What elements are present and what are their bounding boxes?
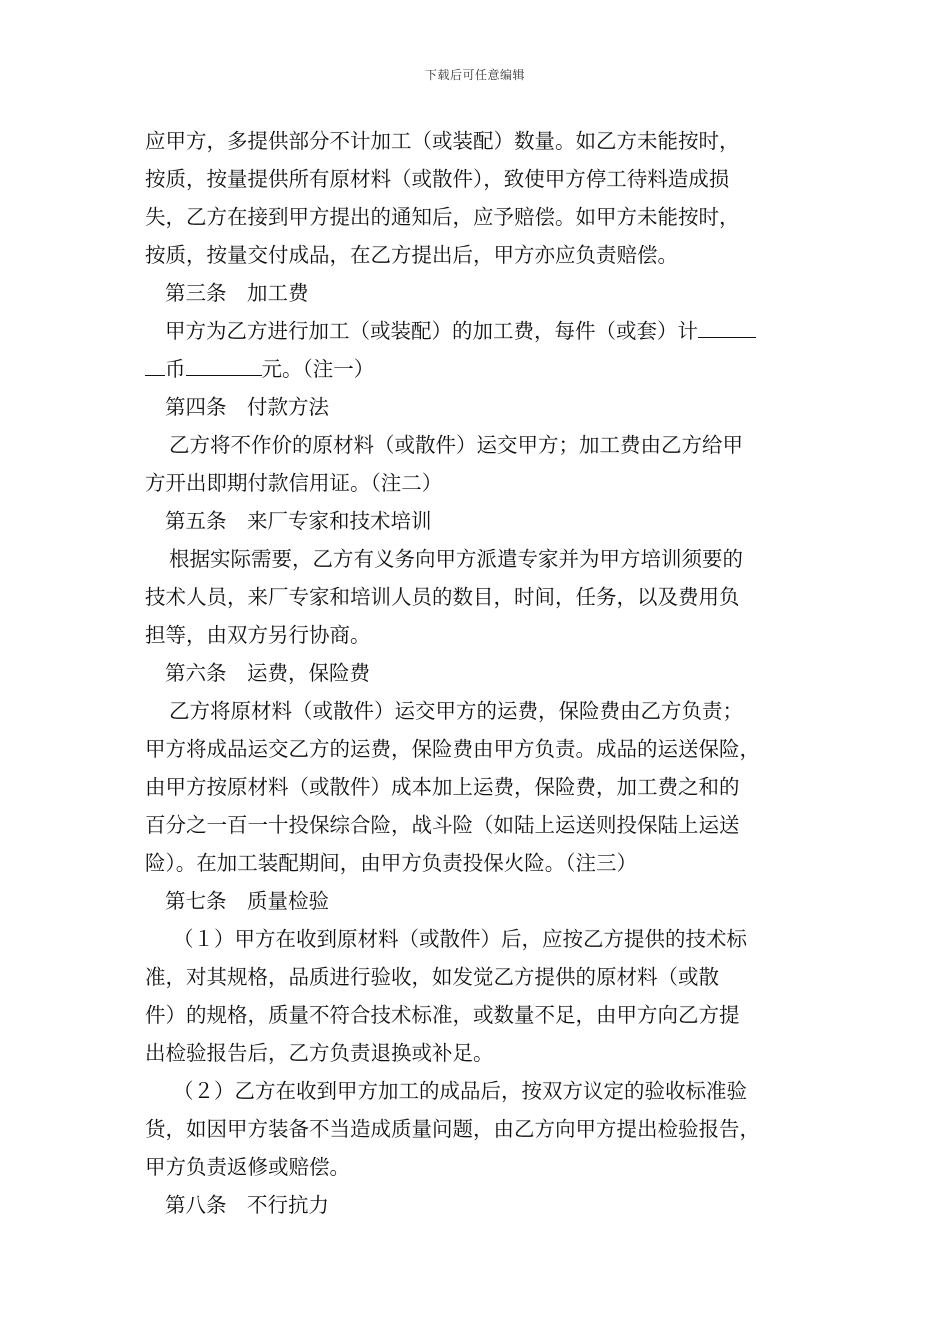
article-heading-8: 第八条 不行抗力 xyxy=(165,1193,329,1217)
article-heading-7: 第七条 质量检验 xyxy=(165,889,329,913)
article-heading-3: 第三条 加工费 xyxy=(165,281,309,305)
body-line: 甲方将成品运交乙方的运费，保险费由甲方负责。成品的运送保险， xyxy=(145,737,760,761)
body-text: 甲方为乙方进行加工（或装配）的加工费，每件（或套）计 xyxy=(165,319,698,343)
document-body xyxy=(145,122,835,1224)
fill-blank xyxy=(186,353,262,376)
body-line: 按质，按量提供所有原材料（或散件），致使甲方停工待料造成损 xyxy=(145,167,730,191)
body-line: （１）甲方在收到原材料（或散件）后，应按乙方提供的技术标 xyxy=(173,927,747,951)
body-line: 根据实际需要，乙方有义务向甲方派遣专家并为甲方培训须要的 xyxy=(169,547,743,571)
body-line xyxy=(145,350,835,388)
body-line: 失，乙方在接到甲方提出的通知后，应予赔偿。如甲方未能按时， xyxy=(145,205,740,229)
body-line: 准，对其规格，品质进行验收，如发觉乙方提供的原材料（或散 xyxy=(145,965,719,989)
body-line: 按质，按量交付成品，在乙方提出后，甲方亦应负责赔偿。 xyxy=(145,243,678,267)
body-line: 由甲方按原材料（或散件）成本加上运费，保险费，加工费之和的 xyxy=(145,775,740,799)
article-heading-4: 第四条 付款方法 xyxy=(165,395,329,419)
body-line: 甲方负责返修或赔偿。 xyxy=(145,1155,350,1179)
body-line: （２）乙方在收到甲方加工的成品后，按双方议定的验收标准验 xyxy=(173,1079,747,1103)
article-heading-5: 第五条 来厂专家和技术培训 xyxy=(165,509,432,533)
body-line: 险）。在加工装配期间，由甲方负责投保火险。（注三） xyxy=(145,851,637,875)
body-line: 乙方将原材料（或散件）运交甲方的运费，保险费由乙方负责； xyxy=(169,699,743,723)
body-text: 元。（注一） xyxy=(261,357,375,381)
body-line: 出检验报告后，乙方负责退换或补足。 xyxy=(145,1041,494,1065)
body-line: 乙方将不作价的原材料（或散件）运交甲方；加工费由乙方给甲 xyxy=(169,433,743,457)
article-heading-6: 第六条 运费，保险费 xyxy=(165,661,370,685)
currency-label: 币 xyxy=(165,357,186,381)
fill-blank xyxy=(698,315,756,338)
body-line: 百分之一百一十投保综合险，战斗险（如陆上运送则投保陆上运送 xyxy=(145,813,740,837)
body-line: 方开出即期付款信用证。（注二） xyxy=(145,471,443,495)
body-line: 技术人员，来厂专家和培训人员的数目，时间，任务，以及费用负 xyxy=(145,585,740,609)
body-line: 货，如因甲方装备不当造成质量问题，由乙方向甲方提出检验报告， xyxy=(145,1117,760,1141)
body-line: 担等，由双方另行协商。 xyxy=(145,623,371,647)
body-line: 应甲方，多提供部分不计加工（或装配）数量。如乙方未能按时， xyxy=(145,129,740,153)
body-line: 件）的规格，质量不符合技术标准，或数量不足，由甲方向乙方提 xyxy=(145,1003,740,1027)
page-header: 下载后可任意编辑 xyxy=(424,68,525,82)
fill-blank xyxy=(145,353,165,376)
body-line xyxy=(145,312,835,350)
